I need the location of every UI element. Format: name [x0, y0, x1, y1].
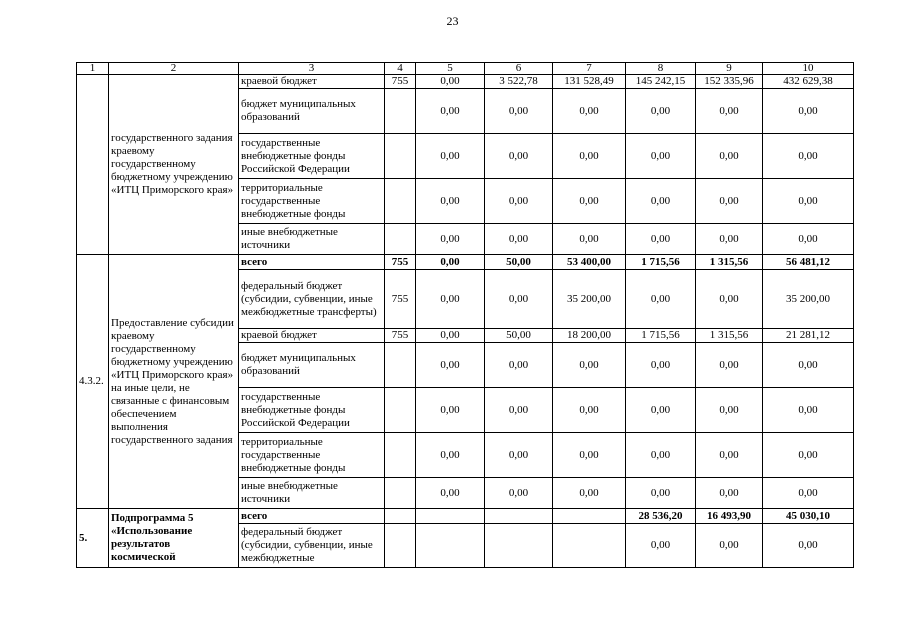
- funding-source-cell: федеральный бюджет (субсидии, субвенции, иные межбюджетные: [239, 524, 385, 568]
- amount-cell: 0,00: [626, 343, 696, 388]
- amount-cell: 0,00: [626, 478, 696, 509]
- table-row: [77, 509, 854, 524]
- grbs-code-cell: [385, 134, 416, 179]
- amount-cell: 0,00: [763, 89, 854, 134]
- amount-cell: 50,00: [485, 255, 553, 270]
- funding-source-cell: бюджет муниципальных образований: [239, 343, 385, 388]
- row-number-cell: [77, 75, 109, 255]
- amount-cell: 0,00: [553, 343, 626, 388]
- table-row: [77, 75, 854, 89]
- amount-cell: 45 030,10: [763, 509, 854, 524]
- funding-source-cell: территориальные государственные внебюджетные фонды: [239, 179, 385, 224]
- amount-cell: 0,00: [485, 343, 553, 388]
- amount-cell: 0,00: [696, 388, 763, 433]
- amount-cell: 145 242,15: [626, 75, 696, 89]
- header-cell: 8: [626, 63, 696, 75]
- amount-cell: 0,00: [485, 388, 553, 433]
- amount-cell: 0,00: [416, 224, 485, 255]
- amount-cell: 21 281,12: [763, 329, 854, 343]
- amount-cell: 0,00: [763, 343, 854, 388]
- grbs-code-cell: [385, 343, 416, 388]
- amount-cell: 0,00: [696, 270, 763, 329]
- amount-cell: 0,00: [626, 224, 696, 255]
- budget-table: [76, 62, 854, 568]
- amount-cell: [485, 524, 553, 568]
- amount-cell: 1 315,56: [696, 329, 763, 343]
- funding-source-cell: краевой бюджет: [239, 329, 385, 343]
- amount-cell: 35 200,00: [553, 270, 626, 329]
- amount-cell: 0,00: [416, 179, 485, 224]
- amount-cell: 0,00: [626, 524, 696, 568]
- amount-cell: [553, 524, 626, 568]
- amount-cell: [416, 509, 485, 524]
- amount-cell: 53 400,00: [553, 255, 626, 270]
- amount-cell: 0,00: [763, 134, 854, 179]
- grbs-code-cell: [385, 433, 416, 478]
- amount-cell: 0,00: [485, 179, 553, 224]
- amount-cell: 0,00: [553, 134, 626, 179]
- amount-cell: 0,00: [553, 179, 626, 224]
- funding-source-cell: территориальные государственные внебюджетные фонды: [239, 433, 385, 478]
- grbs-code-cell: [385, 478, 416, 509]
- amount-cell: 0,00: [416, 433, 485, 478]
- funding-source-cell: иные внебюджетные источники: [239, 224, 385, 255]
- amount-cell: 0,00: [626, 89, 696, 134]
- amount-cell: 1 315,56: [696, 255, 763, 270]
- amount-cell: 0,00: [763, 388, 854, 433]
- amount-cell: 0,00: [485, 89, 553, 134]
- header-cell: 5: [416, 63, 485, 75]
- grbs-code-cell: 755: [385, 329, 416, 343]
- amount-cell: 50,00: [485, 329, 553, 343]
- amount-cell: 0,00: [696, 179, 763, 224]
- amount-cell: 0,00: [416, 329, 485, 343]
- amount-cell: 0,00: [553, 433, 626, 478]
- amount-cell: 0,00: [696, 524, 763, 568]
- measure-name-cell: государственного задания краевому государственному бюджетному учреждению «ИТЦ Приморского края»: [109, 75, 239, 255]
- amount-cell: 0,00: [763, 179, 854, 224]
- amount-cell: 0,00: [626, 433, 696, 478]
- amount-cell: 0,00: [626, 134, 696, 179]
- grbs-code-cell: 755: [385, 75, 416, 89]
- grbs-code-cell: [385, 509, 416, 524]
- grbs-code-cell: [385, 179, 416, 224]
- header-cell: 4: [385, 63, 416, 75]
- amount-cell: [485, 509, 553, 524]
- amount-cell: 432 629,38: [763, 75, 854, 89]
- measure-name-cell: Подпрограмма 5 «Использование результатов космической: [109, 509, 239, 568]
- amount-cell: 0,00: [696, 433, 763, 478]
- header-row: [77, 63, 854, 75]
- amount-cell: 1 715,56: [626, 255, 696, 270]
- amount-cell: 0,00: [763, 224, 854, 255]
- grbs-code-cell: [385, 524, 416, 568]
- grbs-code-cell: 755: [385, 270, 416, 329]
- amount-cell: 0,00: [696, 134, 763, 179]
- funding-source-cell: всего: [239, 255, 385, 270]
- table-row: [77, 255, 854, 270]
- header-cell: 7: [553, 63, 626, 75]
- funding-source-cell: государственные внебюджетные фонды Российской Федерации: [239, 134, 385, 179]
- amount-cell: 0,00: [485, 134, 553, 179]
- amount-cell: 0,00: [416, 478, 485, 509]
- amount-cell: 35 200,00: [763, 270, 854, 329]
- amount-cell: 0,00: [416, 270, 485, 329]
- amount-cell: 0,00: [553, 388, 626, 433]
- funding-source-cell: бюджет муниципальных образований: [239, 89, 385, 134]
- amount-cell: 56 481,12: [763, 255, 854, 270]
- header-cell: 2: [109, 63, 239, 75]
- amount-cell: 0,00: [696, 89, 763, 134]
- header-cell: 9: [696, 63, 763, 75]
- amount-cell: 0,00: [553, 224, 626, 255]
- amount-cell: 0,00: [416, 255, 485, 270]
- amount-cell: 0,00: [763, 524, 854, 568]
- header-cell: 1: [77, 63, 109, 75]
- amount-cell: 0,00: [626, 270, 696, 329]
- amount-cell: 0,00: [416, 343, 485, 388]
- page-number: 23: [446, 14, 459, 28]
- header-cell: 3: [239, 63, 385, 75]
- grbs-code-cell: 755: [385, 255, 416, 270]
- amount-cell: 0,00: [626, 179, 696, 224]
- grbs-code-cell: [385, 388, 416, 433]
- amount-cell: 18 200,00: [553, 329, 626, 343]
- funding-source-cell: краевой бюджет: [239, 75, 385, 89]
- amount-cell: 0,00: [485, 270, 553, 329]
- amount-cell: 131 528,49: [553, 75, 626, 89]
- funding-source-cell: иные внебюджетные источники: [239, 478, 385, 509]
- row-number-cell: 4.3.2.: [77, 255, 109, 509]
- funding-source-cell: всего: [239, 509, 385, 524]
- header-cell: 6: [485, 63, 553, 75]
- grbs-code-cell: [385, 89, 416, 134]
- amount-cell: 0,00: [416, 388, 485, 433]
- amount-cell: 0,00: [553, 89, 626, 134]
- amount-cell: 152 335,96: [696, 75, 763, 89]
- amount-cell: 0,00: [485, 478, 553, 509]
- amount-cell: 0,00: [485, 224, 553, 255]
- amount-cell: 1 715,56: [626, 329, 696, 343]
- table-body: [77, 63, 854, 568]
- amount-cell: 0,00: [416, 134, 485, 179]
- amount-cell: 0,00: [696, 478, 763, 509]
- measure-name-cell: Предоставление субсидии краевому государственному бюджетному учреждению «ИТЦ Приморского края» на иные цели, не связанные с финансовым обеспечением выполнения государственного задания: [109, 255, 239, 509]
- row-number-cell: 5.: [77, 509, 109, 568]
- amount-cell: 0,00: [416, 89, 485, 134]
- amount-cell: [416, 524, 485, 568]
- amount-cell: 16 493,90: [696, 509, 763, 524]
- amount-cell: 0,00: [696, 224, 763, 255]
- amount-cell: 28 536,20: [626, 509, 696, 524]
- amount-cell: [553, 509, 626, 524]
- amount-cell: 0,00: [763, 433, 854, 478]
- header-cell: 10: [763, 63, 854, 75]
- amount-cell: 3 522,78: [485, 75, 553, 89]
- grbs-code-cell: [385, 224, 416, 255]
- funding-source-cell: федеральный бюджет (субсидии, субвенции, иные межбюджетные трансферты): [239, 270, 385, 329]
- funding-source-cell: государственные внебюджетные фонды Российской Федерации: [239, 388, 385, 433]
- amount-cell: 0,00: [696, 343, 763, 388]
- amount-cell: 0,00: [626, 388, 696, 433]
- amount-cell: 0,00: [553, 478, 626, 509]
- amount-cell: 0,00: [485, 433, 553, 478]
- amount-cell: 0,00: [763, 478, 854, 509]
- amount-cell: 0,00: [416, 75, 485, 89]
